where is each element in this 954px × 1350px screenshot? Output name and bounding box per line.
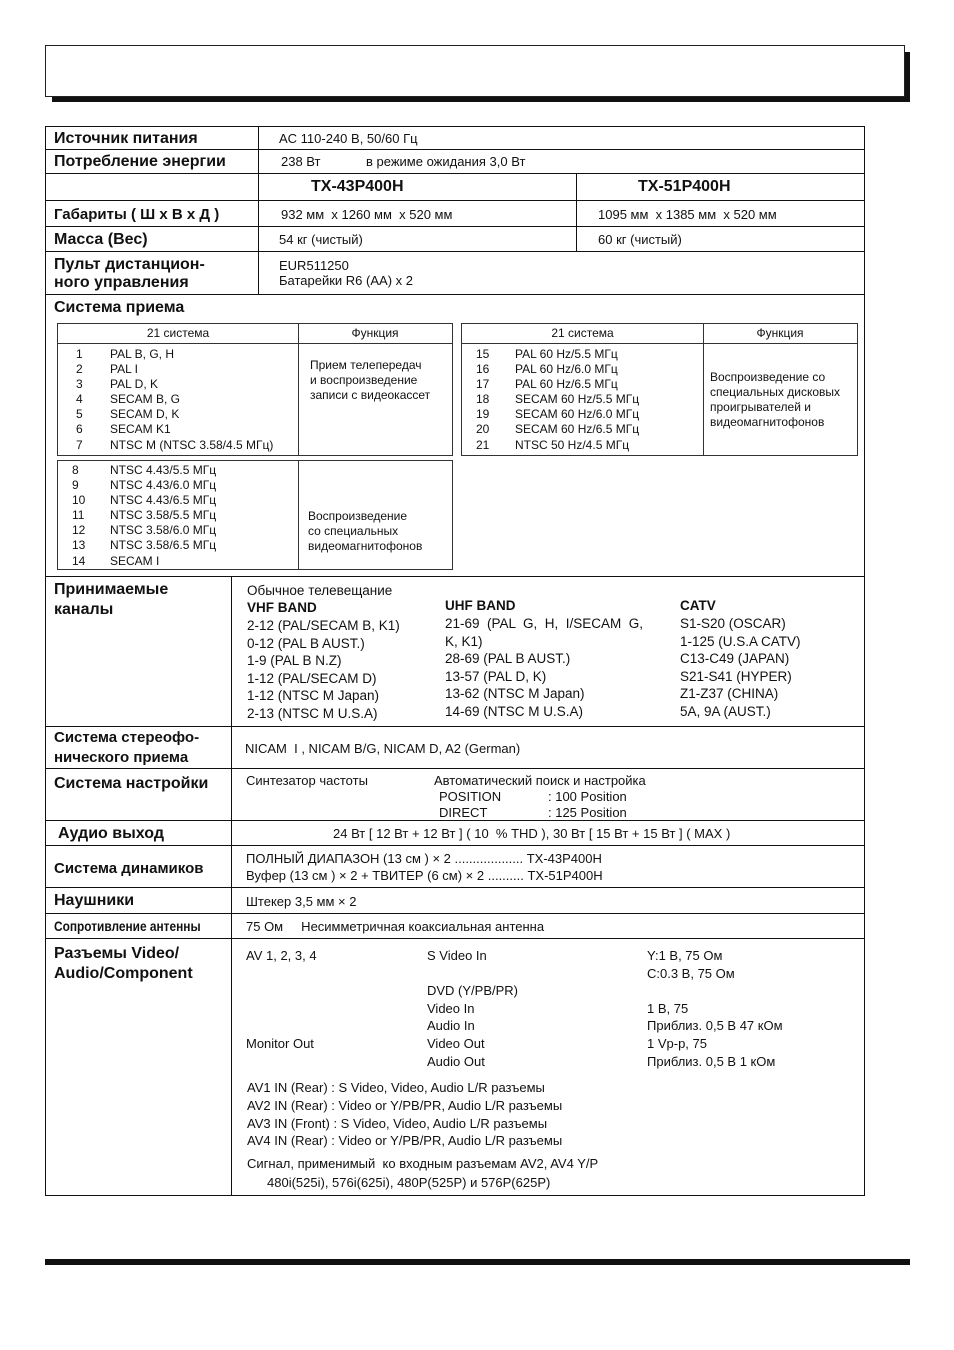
tuning-synth: Синтезатор частоты [246, 773, 368, 788]
table1-col-function: Функция [298, 324, 452, 344]
catv-list: S1-S20 (OSCAR) 1-125 (U.S.A CATV) C13-C49 (JAPAN) S21-S41 (HYPER) Z1-Z37 (CHINA) 5A, 9A (AUST.) [680, 616, 801, 719]
stereo-label-1: Система стереофо- [54, 729, 200, 746]
model-51: TX-51P400H [638, 178, 731, 195]
remote-label-1: Пульт дистанцион- [54, 256, 205, 273]
row-remote [46, 252, 864, 295]
audio-value: 24 Вт [ 12 Вт + 12 Вт ] ( 10 % THD ), 30 Вт [ 15 Вт + 15 Вт ] ( MAX ) [333, 826, 731, 841]
consumption-value: 238 Вт [281, 154, 321, 169]
title-box [45, 45, 905, 97]
row-dimensions [46, 201, 864, 227]
remote-battery: Батарейки R6 (AA) x 2 [279, 273, 413, 288]
row-headphones [46, 888, 864, 914]
antenna-value: 75 Ом Несимметричная коаксиальная антенна [246, 919, 545, 934]
vhf-list: 2-12 (PAL/SECAM B, K1) 0-12 (PAL B AUST.) 1-9 (PAL B N.Z) 1-12 (PAL/SECAM D) 1-12 (NTSC M Japan) 2-13 (NTSC M U.S.A) [247, 618, 400, 721]
table2-col-function: Функция [703, 324, 857, 344]
table2-col-system: 21 система [462, 324, 703, 344]
tuning-pos2: DIRECT [439, 805, 488, 820]
table3-systems: NTSC 4.43/5.5 МГц NTSC 4.43/6.0 МГц NTSC 4.43/6.5 МГц NTSC 3.58/5.5 МГц NTSC 3.58/6.0 МГц NTSC 3.58/6.5 МГц SECAM I [110, 463, 217, 568]
model-43: TX-43P400H [311, 178, 404, 195]
connectors-label-1: Разъемы Video/ [54, 945, 180, 962]
connectors-inputs: AV1 IN (Rear) : S Video, Video, Audio L/R разъемы AV2 IN (Rear) : Video or Y/PB/PR, Audio L/R разъемы AV3 IN (Front) : S Video, Video, Audio L/R разъемы AV4 IN (Rear) : Video or Y/PB/PR, Audio L/R разъемы [247, 1080, 563, 1149]
stereo-label-2: нического приема [54, 749, 189, 766]
reception-table-2 [461, 323, 858, 456]
dimensions-51: 1095 мм x 1385 мм x 520 мм [598, 207, 777, 222]
speakers-label: Система динамиков [54, 860, 204, 877]
dimensions-label: Габариты ( Ш x В x Д ) [54, 206, 220, 223]
channels-label-1: Принимаемые [54, 581, 169, 598]
power-label: Источник питания [54, 130, 198, 147]
audio-label: Аудио выход [58, 825, 164, 842]
headphones-label: Наушники [54, 892, 135, 909]
table3-function: Воспроизведение со специальных видеомагнитофонов [308, 509, 423, 554]
table3-nums: 8 9 10 11 12 13 14 [72, 463, 86, 568]
bottom-rule [45, 1259, 910, 1265]
row-audio [46, 821, 864, 846]
reception-table-1 [57, 323, 453, 456]
channels-intro: Обычное телевещание [247, 583, 393, 598]
row-consumption [46, 150, 864, 174]
vhf-heading: VHF BAND [247, 600, 317, 615]
table2-systems: PAL 60 Hz/5.5 МГц PAL 60 Hz/6.0 МГц PAL 60 Hz/6.5 МГц SECAM 60 Hz/5.5 МГц SECAM 60 Hz/6.0 МГц SECAM 60 Hz/6.5 МГц NTSC 50 Hz/4.5 МГц [515, 347, 640, 452]
consumption-standby: в режиме ожидания 3,0 Вт [366, 154, 526, 169]
table2-nums: 15 16 17 18 19 20 21 [476, 347, 490, 452]
connectors-col3: Y:1 В, 75 Ом C:0.3 В, 75 Ом 1 В, 75 Приблиз. 0,5 В 47 кОм 1 Vp-p, 75 Приблиз. 0,5 В 1 кОм [647, 948, 783, 1069]
mass-43: 54 кг (чистый) [279, 232, 363, 247]
spec-table [45, 126, 865, 1196]
row-antenna [46, 914, 864, 939]
channels-label-2: каналы [54, 601, 114, 618]
reception-label: Система приема [54, 299, 185, 316]
tuning-pos1: POSITION [439, 789, 502, 804]
antenna-label: Сопротивление антенны [54, 919, 201, 934]
connectors-col1: AV 1, 2, 3, 4 Monitor Out [246, 948, 317, 1051]
table1-function: Прием телепередач и воспроизведение записи с видеокассет [310, 358, 431, 403]
connectors-col2: S Video In DVD (Y/PB/PR) Video In Audio In Video Out Audio Out [427, 948, 519, 1069]
stereo-value: NICAM I , NICAM B/G, NICAM D, A2 (German) [245, 741, 521, 756]
tuning-pos2-value: : 125 Position [548, 805, 627, 820]
connectors-label-2: Audio/Component [54, 965, 193, 982]
tuning-auto: Автоматический поиск и настройка [434, 773, 646, 788]
connectors-signal-1: Сигнал, применимый ко входным разъемам AV2, AV4 Y/P [247, 1156, 599, 1171]
tuning-label: Система настройки [54, 775, 209, 792]
table1-col-system: 21 система [58, 324, 298, 344]
tuning-pos1-value: : 100 Position [548, 789, 627, 804]
row-power [46, 127, 864, 150]
remote-label-2: ного управления [54, 274, 189, 291]
row-connectors [46, 939, 864, 1195]
row-speakers [46, 846, 864, 888]
uhf-list: 21-69 (PAL G, H, I/SECAM G, K, K1) 28-69 (PAL B AUST.) 13-57 (PAL D, K) 13-62 (NTSC M Japan) 14-69 (NTSC M U.S.A) [445, 616, 644, 719]
consumption-label: Потребление энергии [54, 153, 226, 170]
mass-label: Масса (Вес) [54, 231, 148, 248]
speakers-43: ПОЛНЫЙ ДИАПАЗОН (13 см ) × 2 ................... TX-43P400H [246, 851, 602, 866]
dimensions-43: 932 мм x 1260 мм x 520 мм [281, 207, 453, 222]
reception-table-3 [57, 460, 453, 570]
row-models [46, 174, 864, 201]
table2-function: Воспроизведение со специальных дисковых проигрывателей и видеомагнитофонов [710, 370, 841, 430]
table1-systems: PAL B, G, H PAL I PAL D, K SECAM B, G SECAM D, K SECAM K1 NTSC M (NTSC 3.58/4.5 МГц) [110, 347, 274, 452]
row-channels [46, 577, 864, 727]
headphones-value: Штекер 3,5 мм × 2 [246, 894, 357, 909]
row-stereo [46, 727, 864, 769]
row-reception [46, 295, 864, 577]
power-value: AC 110-240 В, 50/60 Гц [279, 131, 418, 146]
mass-51: 60 кг (чистый) [598, 232, 682, 247]
catv-heading: CATV [680, 598, 716, 613]
uhf-heading: UHF BAND [445, 598, 516, 613]
row-mass [46, 227, 864, 252]
row-tuning [46, 769, 864, 821]
speakers-51: Вуфер (13 см ) × 2 + ТВИТЕР (6 см) × 2 .......... TX-51P400H [246, 868, 603, 883]
connectors-signal-2: 480i(525i), 576i(625i), 480P(525P) и 576P(625P) [267, 1175, 551, 1190]
remote-model: EUR511250 [279, 258, 349, 273]
table1-nums: 1 2 3 4 5 6 7 [76, 347, 83, 452]
